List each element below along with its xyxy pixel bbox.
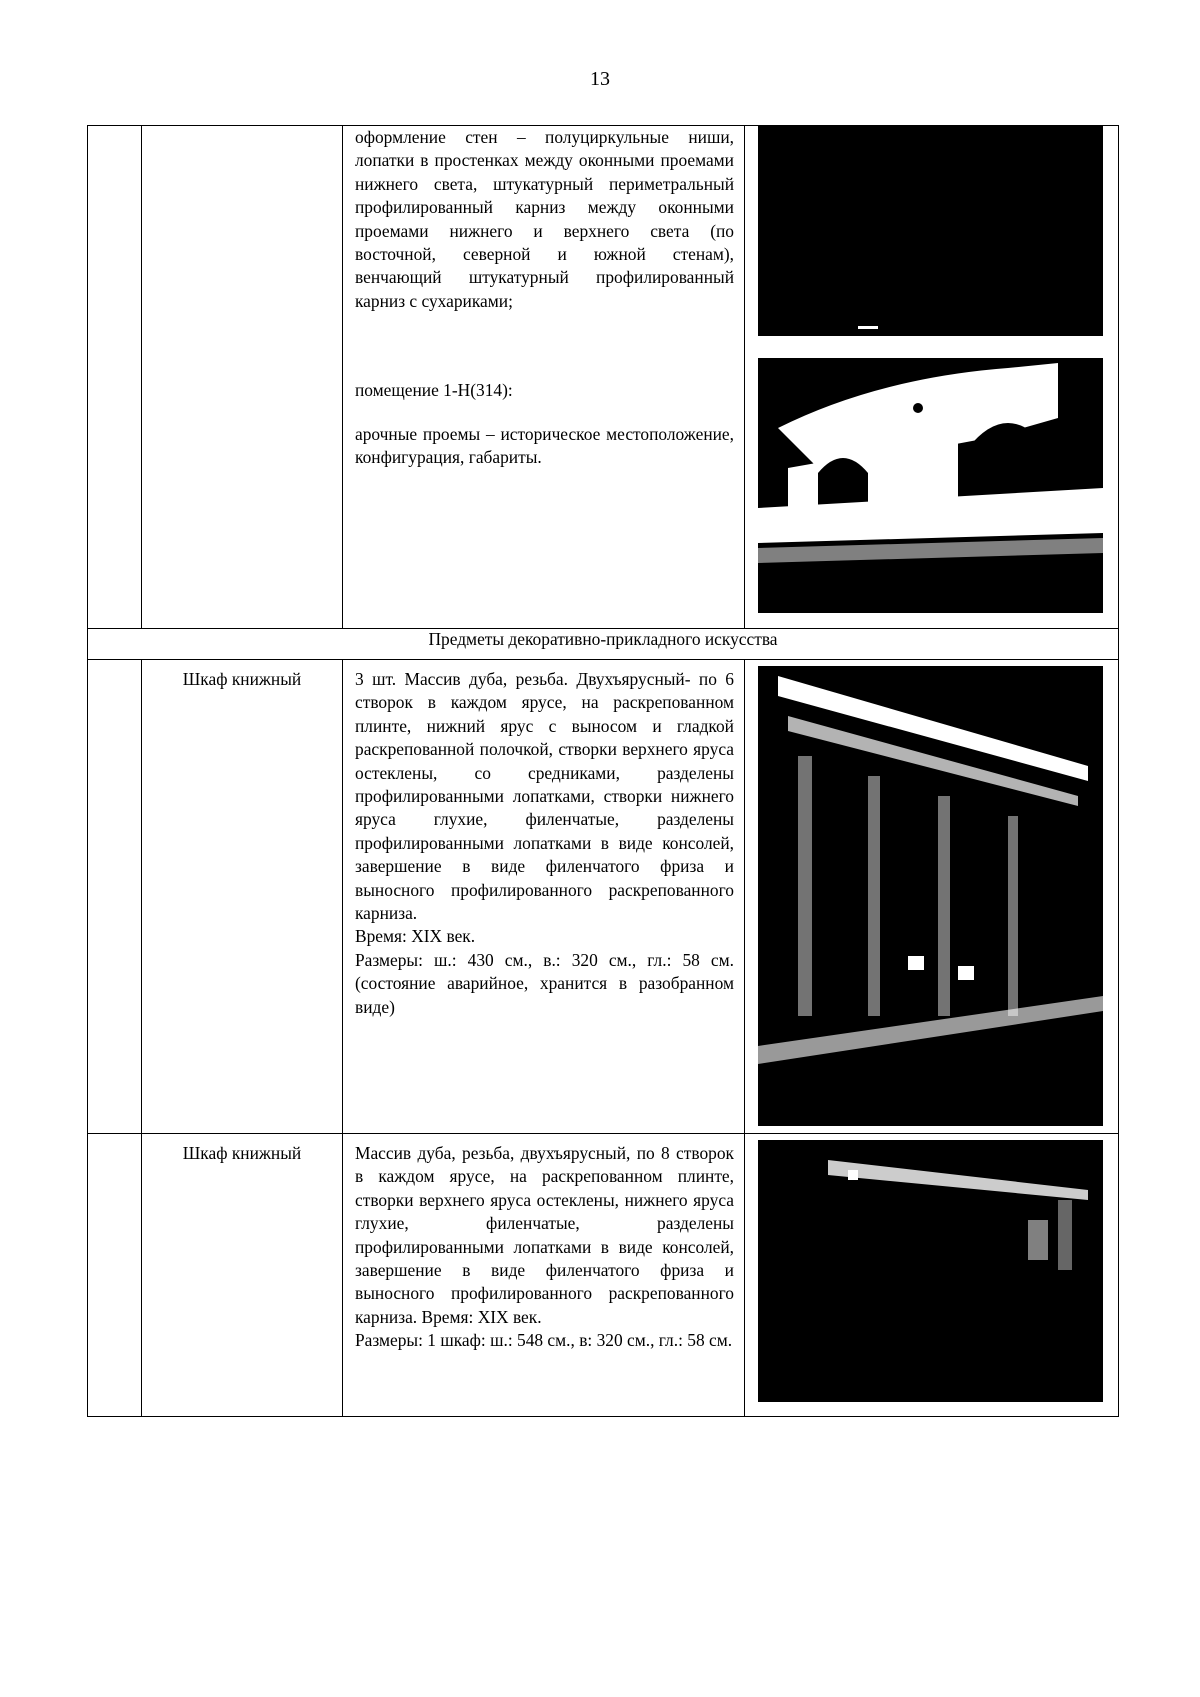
item-description: 3 шт. Массив дуба, резьба. Двухъярусный- по 6 створок в каждом ярусе, на раскрепованном плинте, нижний ярус с выносом и гладкой раскрепованной полочкой, створки верхнего яруса остеклены, со средниками, разделены профилированными лопатками, створки нижнего яруса глухие, филенчатые, разделены профилированными лопатками в виде консолей, завершение в виде филенчатого фриза и выносного профилированного раскрепованного карниза. [355,669,734,924]
name-cell [142,660,343,1134]
item-description: Массив дуба, резьба, двухъярусный, по 8 створок в каждом ярусе, на раскрепованном плинте, створки верхнего яруса остеклены, нижнего яруса глухие, филенчатые, разделены профилированными лопатками в виде консолей, завершение в виде филенчатого фриза и выносного профилированного раскрепованного карниза. Время: XIX век. [355,1143,734,1327]
photo-cell [745,126,1119,629]
description-cell [343,660,745,1134]
table-row [88,629,1119,660]
item-sizes: Размеры: 1 шкаф: ш.: 548 см., в: 320 см., гл.: 58 см. [355,1330,733,1351]
index-cell [88,126,142,629]
arches-photo [758,358,1103,613]
bookcase-2-photo [758,1140,1103,1402]
item-sizes: Размеры: ш.: 430 см., в.: 320 см., гл.: 58 см. (состояние аварийное, хранится в разобранном виде) [355,949,734,1017]
room-label: помещение 1-Н(314): [355,380,513,401]
bookcase-1-photo [758,666,1103,1126]
table-row [88,660,1119,1134]
item-name: Шкаф книжный [182,1143,302,1163]
item-time: Время: XIX век. [355,926,476,947]
description-cell [343,1134,745,1417]
name-cell [142,126,343,629]
name-cell [142,1134,343,1417]
arch-openings-text: арочные проемы – историческое местоположение, конфигурация, габариты. [355,423,734,468]
table-row [88,126,1119,629]
description-cell [343,126,745,629]
index-cell [88,660,142,1134]
page-number: 13 [590,68,610,90]
section-heading: Предметы декоративно-прикладного искусства [88,629,1119,660]
photo-cell [745,660,1119,1134]
wall-photo [758,126,1103,336]
item-name: Шкаф книжный [182,669,302,689]
index-cell [88,1134,142,1417]
table-row [88,1134,1119,1417]
wall-decoration-text: оформление стен – полуциркульные ниши, лопатки в простенках между оконными проемами нижнего света, штукатурный периметральный профилированный карниз между оконными проемами нижнего и верхнего света (по восточной, северной и южной стенам), венчающий штукатурный профилированный карниз с сухариками; [355,127,734,311]
photo-cell [745,1134,1119,1417]
monument-table [87,125,1119,1417]
